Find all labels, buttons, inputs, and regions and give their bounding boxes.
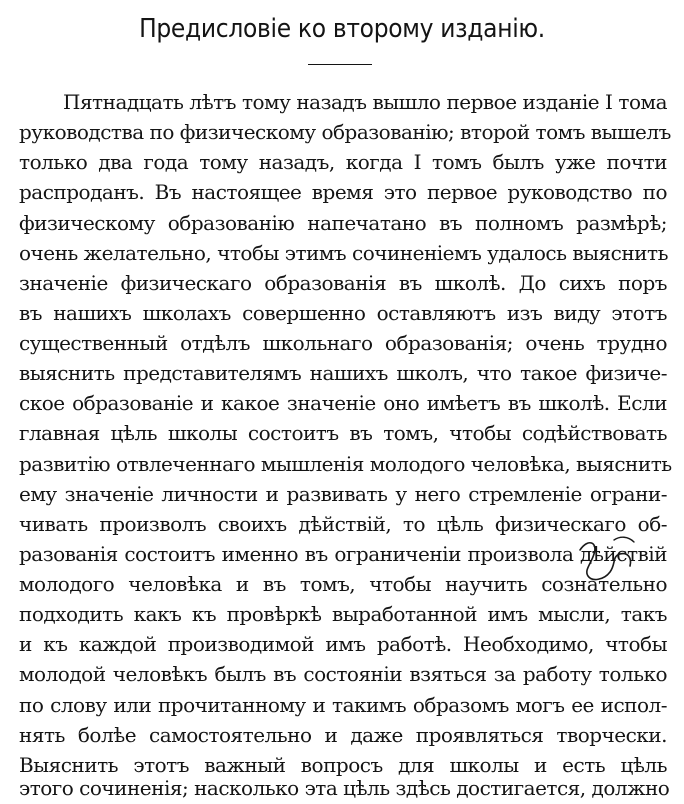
body-line: ему значеніе личности и развивать у него стремленіе ограни- xyxy=(19,482,667,506)
body-line: разованія состоитъ именно въ ограниченіи произвола дѣйствій xyxy=(19,542,667,566)
body-line: значеніе физическаго образованія въ школѣ. До сихъ поръ xyxy=(19,271,667,295)
body-line: молодого человѣка и въ томъ, чтобы научить сознательно xyxy=(19,572,667,596)
body-line: очень желательно, чтобы этимъ сочиненіемъ удалось выяснить xyxy=(19,241,668,265)
body-line: Пятнадцать лѣтъ тому назадъ вышло первое изданіе I тома xyxy=(63,90,667,114)
body-line: главная цѣль школы состоитъ въ томъ, чтобы содѣйствовать xyxy=(19,421,667,445)
body-line: Выяснить этотъ важный вопросъ для школы и есть цѣль xyxy=(19,753,667,777)
body-line: молодой человѣкъ былъ въ состояніи взяться за работу только xyxy=(19,662,667,686)
body-line: физическому образованію напечатано въ полномъ размѣрѣ; xyxy=(19,211,667,235)
body-line: въ нашихъ школахъ совершенно оставляютъ изъ виду этотъ xyxy=(19,301,667,325)
body-line: и къ каждой производимой имъ работѣ. Необходимо, чтобы xyxy=(19,632,667,656)
heading-divider xyxy=(308,64,372,65)
body-line: подходить какъ къ провѣркѣ выработанной имъ мысли, такъ xyxy=(19,602,667,626)
body-line: развитію отвлеченнаго мышленія молодого человѣка, выяснить xyxy=(19,452,672,476)
body-line: по слову или прочитанному и такимъ образомъ могъ ее испол- xyxy=(19,693,667,717)
body-line: руководства по физическому образованію; второй томъ вышелъ xyxy=(19,120,671,144)
body-line: распроданъ. Въ настоящее время это первое руководство по xyxy=(19,180,667,204)
body-line: ское образованіе и какое значеніе оно имѣетъ въ школѣ. Если xyxy=(19,391,667,415)
body-line: чивать произволъ своихъ дѣйствій, то цѣль физическаго об- xyxy=(19,512,667,536)
body-line: только два года тому назадъ, когда I томъ былъ уже почти xyxy=(19,150,667,174)
body-line: существенный отдѣлъ школьнаго образованія; очень трудно xyxy=(19,331,667,355)
body-line: этого сочиненія; насколько эта цѣль здѣсь достигается, должно xyxy=(19,776,670,800)
body-line: выяснить представителямъ нашихъ школъ, что такое физиче- xyxy=(19,361,667,385)
body-line: нять болѣе самостоятельно и даже проявляться творчески. xyxy=(19,723,667,747)
preface-heading: Предисловіе ко второму изданію. xyxy=(139,14,545,44)
